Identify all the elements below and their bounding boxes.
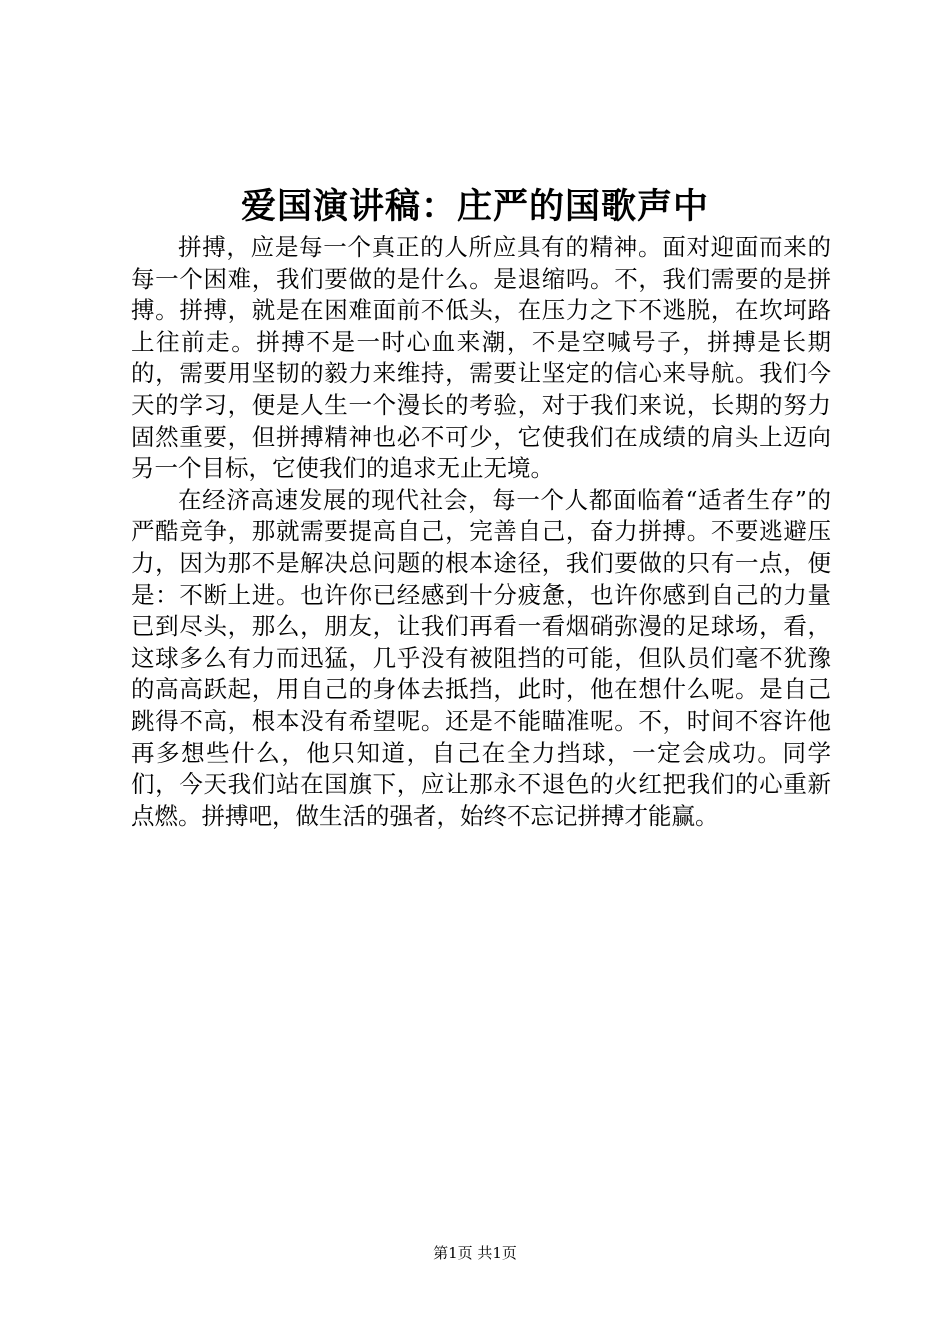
document-title: 爱国演讲稿：庄严的国歌声中 bbox=[240, 186, 709, 227]
paragraph-2: 在经济高速发展的现代社会，每一个人都面临着“适者生存”的严酷竞争，那就需要提高自己，完善自己，奋力拼搏。不要逃避压力，因为那不是解决总问题的根本途径，我们要做的只有一点，便是：不断上进。也许你已经感到十分疲惫，也许你感到自己的力量已到尽头，那么，朋友，让我们再看一看烟硝弥漫的足球场，看，这球多么有力而迅猛，几乎没有被阻挡的可能，但队员们毫不犹豫的高高跃起，用自己的身体去抵挡，此时，他在想什么呢。是自己跳得不高，根本没有希望呢。还是不能瞄准呢。不，时间不容许他再多想些什么，他只知道，自己在全力挡球，一定会成功。同学们，今天我们站在国旗下，应让那永不退色的火红把我们的心重新点燃。拼搏吧，做生活的强者，始终不忘记拼搏才能赢。 bbox=[131, 485, 831, 830]
paragraph-1: 拼搏，应是每一个真正的人所应具有的精神。面对迎面而来的每一个困难，我们要做的是什么。是退缩吗。不，我们需要的是拼搏。拼搏，就是在困难面前不低头，在压力之下不逃脱，在坎坷路上往前走。拼搏不是一时心血来潮，不是空喊号子，拼搏是长期的，需要用坚韧的毅力来维持，需要让坚定的信心来导航。我们今天的学习，便是人生一个漫长的考验，对于我们来说，长期的努力固然重要，但拼搏精神也必不可少，它使我们在成绩的肩头上迈向另一个目标，它使我们的追求无止无境。 bbox=[131, 233, 831, 483]
page-footer: 第1页 共1页 bbox=[433, 1244, 517, 1262]
document-body bbox=[131, 232, 831, 832]
